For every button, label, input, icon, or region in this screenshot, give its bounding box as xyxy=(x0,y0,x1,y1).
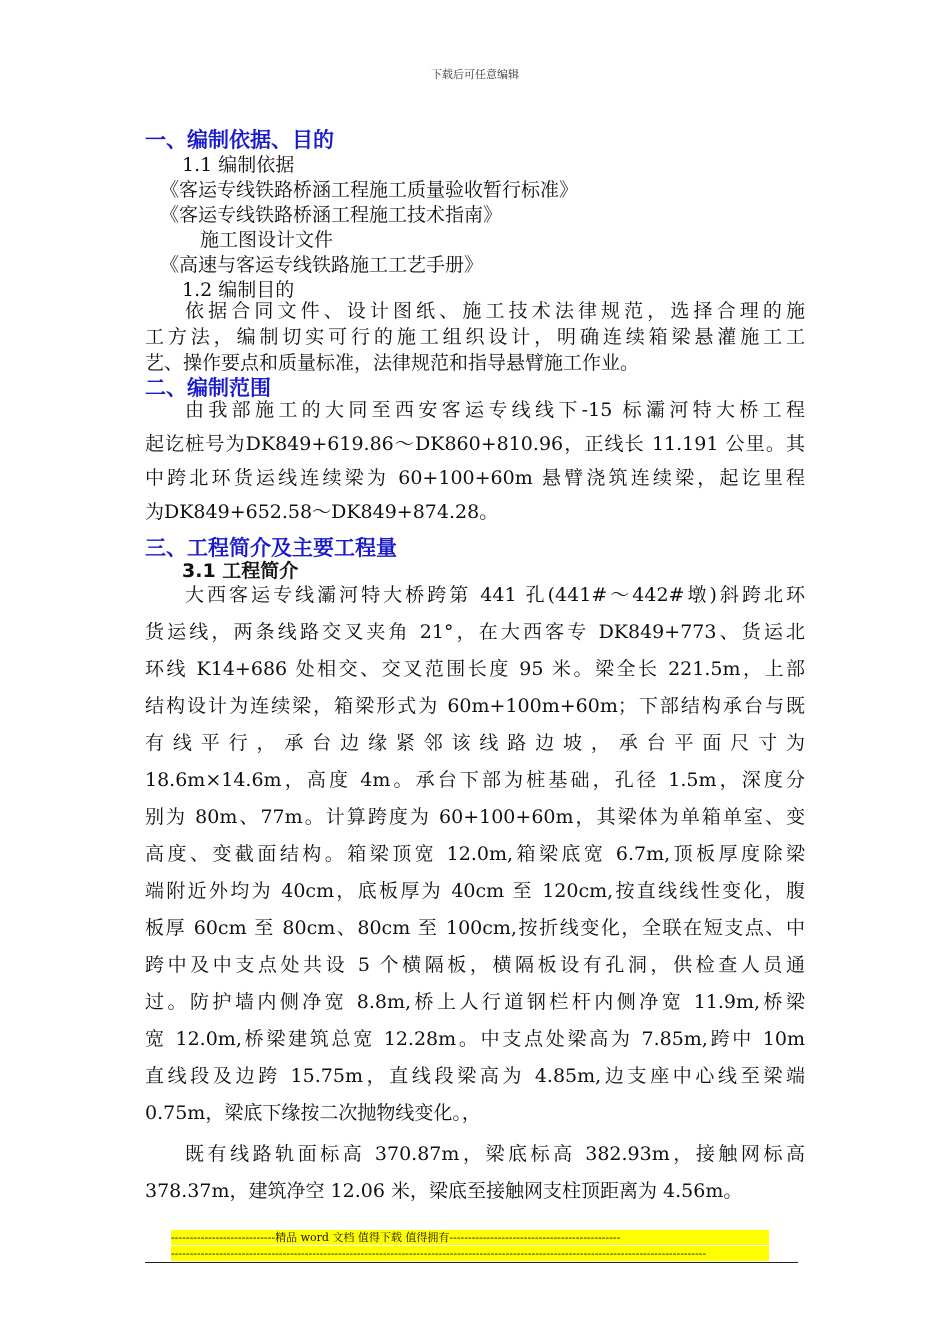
intro-line: 货运线，两条线路交叉夹角 21°，在大西客专 DK849+773、货运北 xyxy=(145,621,805,643)
intro-line: 板厚 60cm 至 80cm、80cm 至 100cm,按折线变化，全联在短支点、中 xyxy=(145,917,805,939)
scope-line: 中跨北环货运线连续梁为 60+100+60m 悬臂浇筑连续梁，起讫里程 xyxy=(145,467,805,489)
intro-line: 环线 K14+686 处相交、交叉范围长度 95 米。梁全长 221.5m，上部 xyxy=(145,658,805,680)
page-header-note: 下载后可任意编辑 xyxy=(431,68,519,81)
purpose-line: 工方法，编制切实可行的施工组织设计，明确连续箱梁悬灌施工工 xyxy=(145,326,805,348)
intro-line: 0.75m，梁底下缘按二次抛物线变化。， xyxy=(145,1102,481,1124)
reference-item: 《客运专线铁路桥涵工程施工技术指南》 xyxy=(160,204,503,226)
footer-banner-line: ------------------------------------------------------------------------------------------------------------------------------------------------ xyxy=(171,1246,769,1261)
intro-line: 端附近外均为 40cm，底板厚为 40cm 至 120cm,按直线线性变化，腹 xyxy=(145,880,805,902)
intro-line: 别为 80m、77m。计算跨度为 60+100+60m，其梁体为单箱单室、变 xyxy=(145,806,805,828)
scope-line: 为DK849+652.58～DK849+874.28。 xyxy=(145,501,499,523)
scope-paragraph xyxy=(145,393,805,529)
intro-line: 18.6m×14.6m，高度 4m。承台下部为桩基础，孔径 1.5m，深度分 xyxy=(145,769,805,791)
intro-line: 跨中及中支点处共设 5 个横隔板，横隔板设有孔洞，供检查人员通 xyxy=(145,954,805,976)
elevation-paragraph xyxy=(145,1136,805,1210)
scope-line: 起讫桩号为DK849+619.86～DK860+810.96，正线长 11.191 公里。其 xyxy=(145,433,805,455)
reference-item: 《高速与客运专线铁路施工工艺手册》 xyxy=(160,254,484,276)
footer-banner-line: ----------------------------精品 word 文档 值得下载 值得拥有---------------------------------------------- xyxy=(171,1230,769,1245)
project-intro-paragraph xyxy=(145,577,805,1132)
intro-line: 高度、变截面结构。箱梁顶宽 12.0m,箱梁底宽 6.7m,顶板厚度除梁 xyxy=(145,843,805,865)
elevation-line: 378.37m，建筑净空 12.06 米，梁底至接触网支柱顶距离为 4.56m。 xyxy=(145,1180,743,1202)
purpose-line: 依据合同文件、设计图纸、施工技术法律规范，选择合理的施 xyxy=(185,300,805,322)
subsection-1-2-title: 1.2 编制目的 xyxy=(182,279,295,301)
intro-line: 结构设计为连续梁，箱梁形式为 60m+100m+60m；下部结构承台与既 xyxy=(145,695,805,717)
intro-line: 大西客运专线灞河特大桥跨第 441 孔(441#～442#墩)斜跨北环 xyxy=(185,584,805,606)
elevation-line: 既有线路轨面标高 370.87m，梁底标高 382.93m，接触网标高 xyxy=(185,1143,805,1165)
reference-item: 施工图设计文件 xyxy=(200,229,334,251)
reference-item: 《客运专线铁路桥涵工程施工质量验收暂行标准》 xyxy=(160,179,579,201)
section-1-heading: 一、编制依据、目的 xyxy=(145,128,334,152)
intro-line: 宽 12.0m,桥梁建筑总宽 12.28m。中支点处梁高为 7.85m,跨中 10m xyxy=(145,1028,805,1050)
subsection-1-1-title: 1.1 编制依据 xyxy=(182,154,295,176)
scope-line: 由我部施工的大同至西安客运专线线下-15 标灞河特大桥工程 xyxy=(185,399,805,421)
intro-line: 过。防护墙内侧净宽 8.8m,桥上人行道钢栏杆内侧净宽 11.9m,桥梁 xyxy=(145,991,805,1013)
purpose-paragraph xyxy=(145,298,805,376)
section-2-heading: 二、编制范围 xyxy=(145,376,271,400)
purpose-line: 艺、操作要点和质量标准，法律规范和指导悬臂施工作业。 xyxy=(145,352,640,374)
section-3-heading: 三、工程简介及主要工程量 xyxy=(145,536,397,560)
intro-line: 有线平行，承台边缘紧邻该线路边坡，承台平面尺寸为 xyxy=(145,732,805,754)
subsection-3-1-title: 3.1 工程简介 xyxy=(182,560,299,582)
footer-divider xyxy=(145,1262,798,1263)
intro-line: 直线段及边跨 15.75m，直线段梁高为 4.85m,边支座中心线至梁端 xyxy=(145,1065,805,1087)
